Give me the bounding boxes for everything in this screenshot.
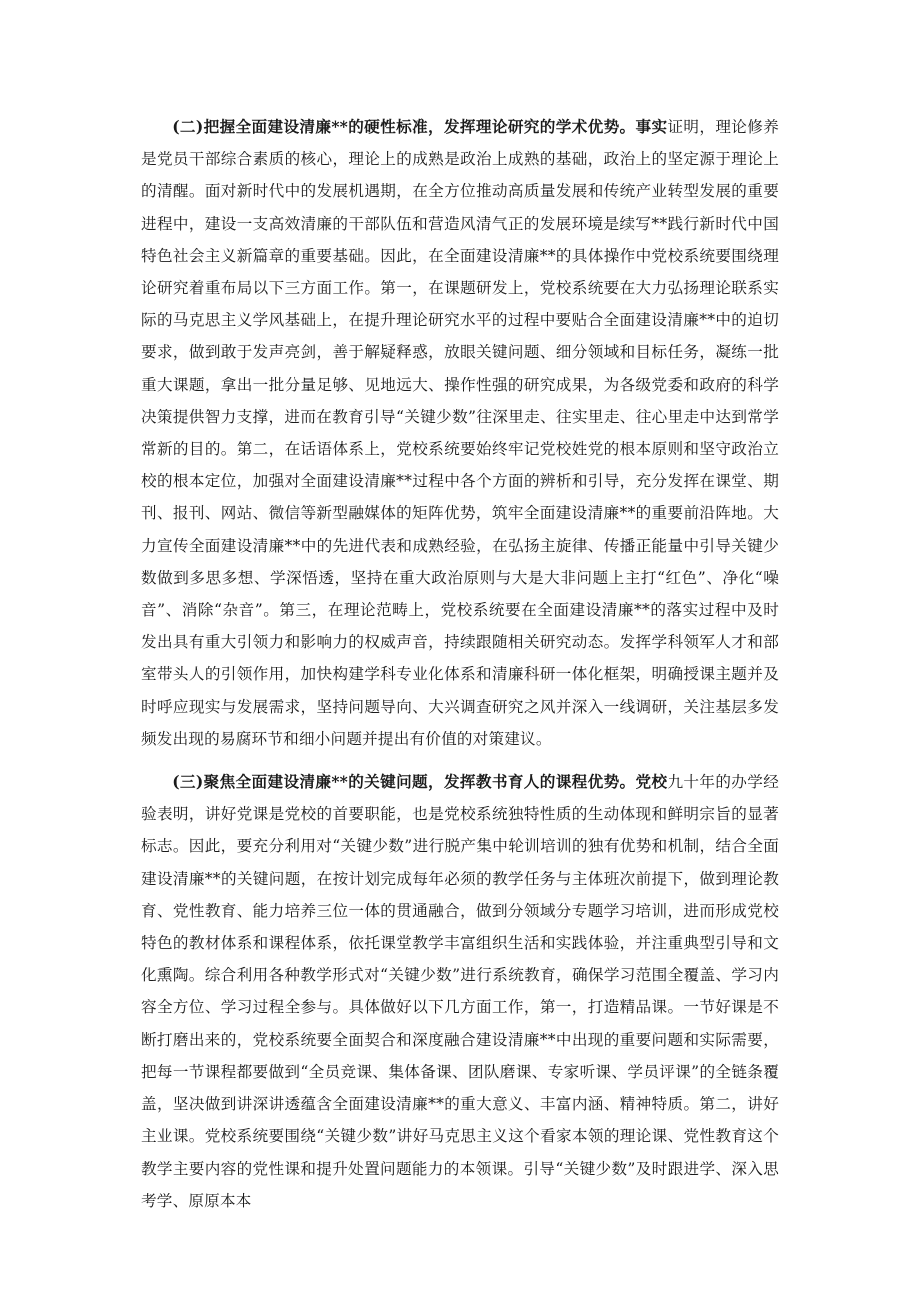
section-paragraph-2 bbox=[141, 111, 779, 755]
section-paragraph-3 bbox=[141, 766, 779, 1217]
section-body-2: 证明，理论修养是党员干部综合素质的核心，理论上的成熟是政治上成熟的基础，政治上的坚定源于理论上的清醒。面对新时代中的发展机遇期，在全方位推动高质量发展和传统产业转型发展的重要进程中，建设一支高效清廉的干部队伍和营造风清气正的发展环境是续写**践行新时代中国特色社会主义新篇章的重要基础。因此，在全面建设清廉**的具体操作中党校系统要围绕理论研究着重布局以下三方面工作。第一，在课题研发上，党校系统要在大力弘扬理论联系实际的马克思主义学风基础上，在提升理论研究水平的过程中要贴合全面建设清廉**中的迫切要求，做到敢于发声亮剑，善于解疑释惑，放眼关键问题、细分领域和目标任务，凝练一批重大课题，拿出一批分量足够、见地远大、操作性强的研究成果，为各级党委和政府的科学决策提供智力支撑，进而在教育引导“关键少数”往深里走、往实里走、往心里走中达到常学常新的目的。第二，在话语体系上，党校系统要始终牢记党校姓党的根本原则和坚守政治立校的根本定位，加强对全面建设清廉**过程中各个方面的辨析和引导，充分发挥在课堂、期刊、报刊、网站、微信等新型融媒体的矩阵优势，筑牢全面建设清廉**的重要前沿阵地。大力宣传全面建设清廉**中的先进代表和成熟经验，在弘扬主旋律、传播正能量中引导关键少数做到多思多想、学深悟透，坚持在重大政治原则与大是大非问题上主打“红色”、净化“噪音”、消除“杂音”。第三，在理论范畴上，党校系统要在全面建设清廉**的落实过程中及时发出具有重大引领力和影响力的权威声音，持续跟随相关研究动态。发挥学科领军人才和部室带头人的引领作用，加快构建学科专业化体系和清廉科研一体化框架，明确授课主题并及时呼应现实与发展需求，坚持问题导向、大兴调查研究之风并深入一线调研，关注基层多发频发出现的易腐环节和细小问题并提出有价值的对策建议。 bbox=[141, 118, 779, 748]
document-page bbox=[141, 111, 779, 1217]
section-heading-3: (三)聚焦全面建设清廉**的关键问题，发挥教书育人的课程优势。党校 bbox=[172, 772, 668, 792]
section-body-3: 九十年的办学经验表明，讲好党课是党校的首要职能，也是党校系统独特性质的生动体现和鲜明宗旨的显著标志。因此，要充分利用对“关键少数”进行脱产集中轮训培训的独有优势和机制，结合全面建设清廉**的关键问题，在按计划完成每年必须的教学任务与主体班次前提下，做到理论教育、党性教育、能力培养三位一体的贯通融合，做到分领域分专题学习培训，进而形成党校特色的教材体系和课程体系，依托课堂教学丰富组织生活和实践体验，并注重典型引导和文化熏陶。综合利用各种教学形式对“关键少数”进行系统教育，确保学习范围全覆盖、学习内容全方位、学习过程全参与。具体做好以下几方面工作，第一，打造精品课。一节好课是不断打磨出来的，党校系统要全面契合和深度融合建设清廉**中出现的重要问题和实际需要，把每一节课程都要做到“全员竞课、集体备课、团队磨课、专家听课、学员评课”的全链条覆盖，坚决做到讲深讲透蕴含全面建设清廉**的重大意义、丰富内涵、精神特质。第二，讲好主业课。党校系统要围绕“关键少数”讲好马克思主义这个看家本领的理论课、党性教育这个教学主要内容的党性课和提升处置问题能力的本领课。引导“关键少数”及时跟进学、深入思考学、原原本本 bbox=[141, 773, 779, 1210]
section-heading-2: (二)把握全面建设清廉**的硬性标准，发挥理论研究的学术优势。事实 bbox=[172, 117, 668, 136]
